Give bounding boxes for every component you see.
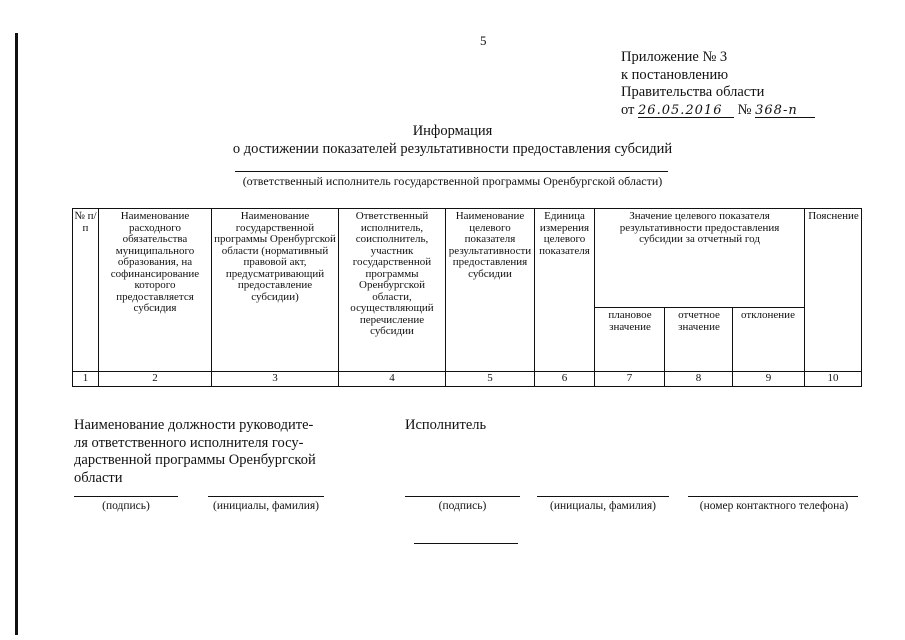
signature-line xyxy=(74,496,178,497)
header-program: Наименование государственной программы Оренбургской области (нормативный правовой акт, предусматривающий предоставление субсидии) xyxy=(214,210,336,303)
phone-line xyxy=(688,496,858,497)
column-number: 6 xyxy=(561,372,568,384)
document-subtitle: о достижении показателей результативности предоставления субсидий xyxy=(232,141,673,157)
position-line-4: области xyxy=(74,469,123,486)
column-number: 2 xyxy=(152,372,158,384)
number-label: № xyxy=(737,101,752,118)
header-number: № п/п xyxy=(74,210,97,234)
header-target-value-group: Значение целевого показателя результативности предоставления субсидии за отчетный год xyxy=(619,210,780,245)
responsible-caption: (ответственный исполнитель государственной программы Оренбургской области) xyxy=(242,174,663,188)
position-line-1: Наименование должности руководите- xyxy=(74,417,314,433)
header-actual: отчетное значение xyxy=(678,309,720,333)
signature-caption: (подпись) xyxy=(102,500,150,512)
column-number: 1 xyxy=(82,372,89,384)
column-number: 8 xyxy=(695,372,702,384)
column-number: 5 xyxy=(487,372,493,384)
header-planned: плановое значение xyxy=(608,309,652,333)
header-deviation: отклонение xyxy=(741,309,795,321)
header-obligation: Наименование расходного обязательства муниципального образования, на софинансирование которого предоставляется субсидия xyxy=(110,210,200,314)
appendix-line-3: Правительства области xyxy=(621,84,765,100)
header-indicator: Наименование целевого показателя результативности предоставления субсидии xyxy=(448,210,532,280)
phone-caption: (номер контактного телефона) xyxy=(699,500,849,512)
initials-line xyxy=(537,496,669,497)
handwritten-date: 26.05.2016 xyxy=(638,104,734,118)
separator-line xyxy=(414,543,518,544)
appendix-line-2: к постановлению xyxy=(621,66,729,83)
from-label: от xyxy=(621,101,635,118)
manager-position-caption xyxy=(74,417,364,487)
header-unit: Единица измерения целевого показателя xyxy=(539,210,590,257)
appendix-line-1: Приложение № 3 xyxy=(621,49,728,65)
column-number: 10 xyxy=(827,372,839,384)
document-title: Информация xyxy=(412,123,493,139)
column-number: 3 xyxy=(272,372,278,384)
column-number: 7 xyxy=(626,372,633,384)
position-line-3: дарственной программы Оренбургской xyxy=(74,452,316,468)
initials-caption: (инициалы, фамилия) xyxy=(212,500,320,512)
page-number: 5 xyxy=(480,33,487,48)
signature-line xyxy=(405,496,520,497)
initials-line xyxy=(208,496,324,497)
signature-caption: (подпись) xyxy=(438,500,487,512)
column-number: 4 xyxy=(389,372,395,384)
header-explanation: Пояснение xyxy=(808,210,859,222)
handwritten-number: 368-п xyxy=(755,104,815,118)
column-number: 9 xyxy=(765,372,772,384)
executor-label: Исполнитель xyxy=(405,417,487,433)
position-line-2: ля ответственного исполнителя госу- xyxy=(74,434,304,451)
initials-caption: (инициалы, фамилия) xyxy=(549,500,657,512)
header-executor: Ответственный исполнитель, соисполнитель, участник государственной программы Оренбургской области, осуществляющий перечисление субсидии xyxy=(350,210,434,337)
